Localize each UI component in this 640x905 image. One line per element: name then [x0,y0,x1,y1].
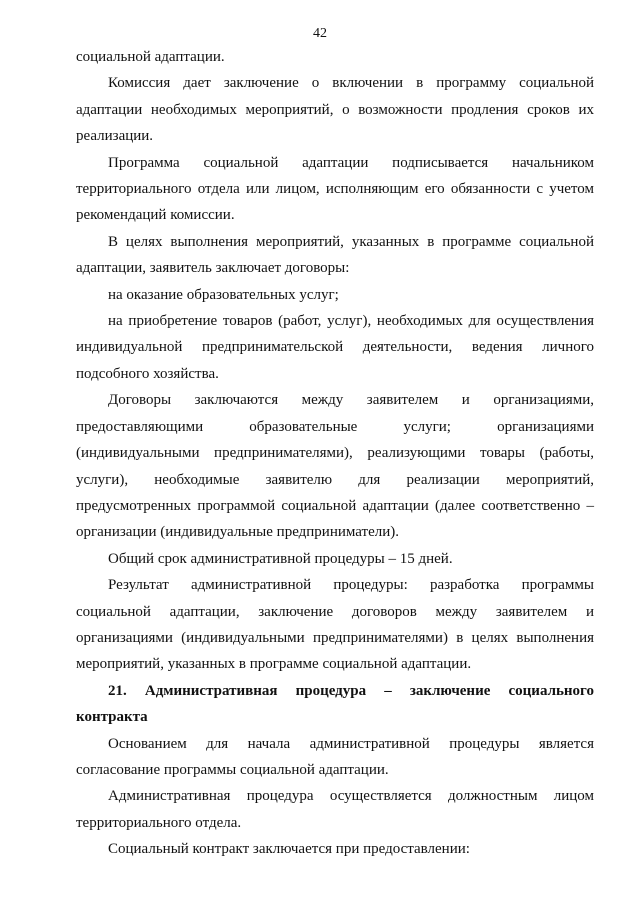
page-number: 42 [313,26,327,41]
paragraph: Договоры заключаются между заявителем и организациями, предоставляющими образовательные услуги; организациями (индивидуальными предпринимателями), реализующими товары (работы, услуги), необходимые заявителю для реализации мероприятий, предусмотренных программой социальной адаптации (далее соответственно – организации (индивидуальные предприниматели). [76,392,594,541]
paragraph: социальной адаптации. [76,49,225,65]
paragraph: Результат административной процедуры: разработка программы социальной адаптации, заключение договоров между заявителем и организациями (индивидуальными предпринимателями) в целях выполнения мероприятий, указанных в программе социальной адаптации. [76,577,594,673]
paragraph: Административная процедура осуществляется должностным лицом территориального отдела. [76,788,594,831]
paragraph: на оказание образовательных услуг; [108,286,339,303]
section-heading: 21. Административная процедура – заключение социального контракта [76,682,594,726]
document-body [76,44,594,863]
paragraph: на приобретение товаров (работ, услуг), необходимых для осуществления индивидуальной предпринимательской деятельности, ведения личного подсобного хозяйства. [76,313,594,382]
paragraph: Основанием для начала административной процедуры является согласование программы социальной адаптации. [76,735,594,778]
paragraph: В целях выполнения мероприятий, указанных в программе социальной адаптации, заявитель заключает договоры: [76,233,594,277]
paragraph: Социальный контракт заключается при предоставлении: [108,841,470,858]
paragraph: Программа социальной адаптации подписывается начальником территориального отдела или лицом, исполняющим его обязанности с учетом рекомендаций комиссии. [76,154,594,224]
paragraph: Общий срок административной процедуры – 15 дней. [108,550,453,567]
paragraph: Комиссия дает заключение о включении в программу социальной адаптации необходимых мероприятий, о возможности продления сроков их реализации. [76,75,594,145]
